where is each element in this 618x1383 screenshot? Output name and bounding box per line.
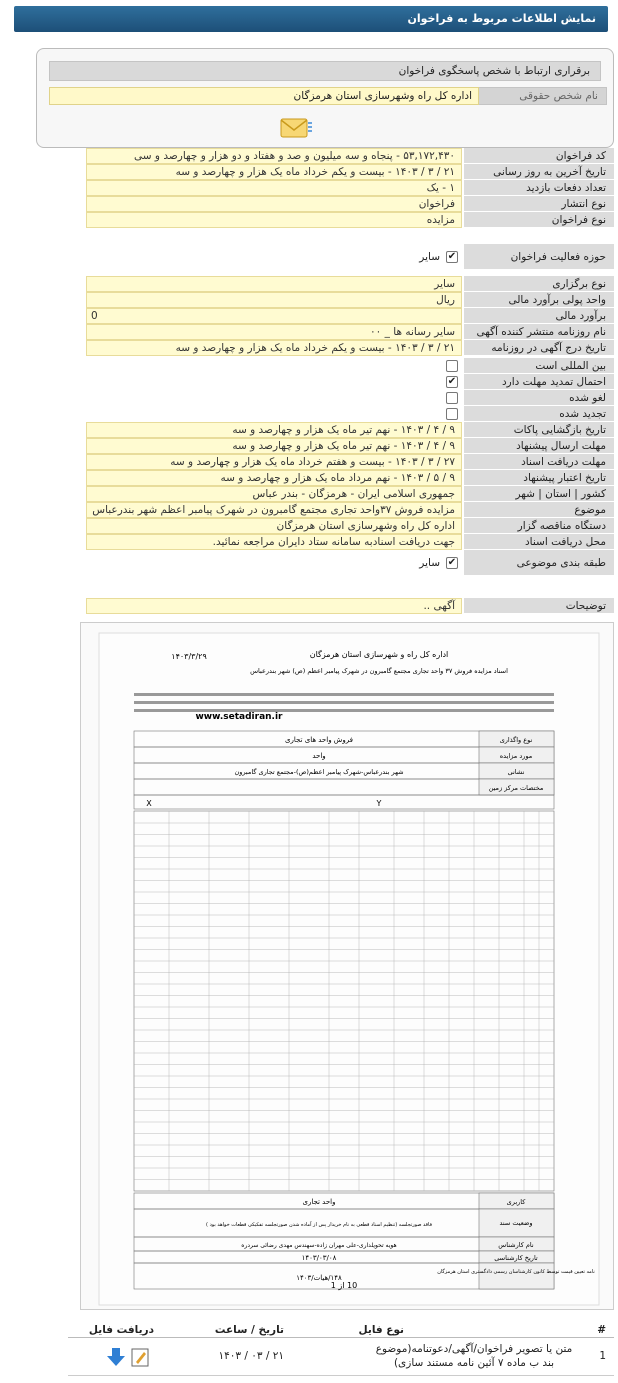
field-row xyxy=(86,374,614,390)
doc-page: 10 از 1 xyxy=(330,1281,358,1290)
edit-icon xyxy=(132,1349,148,1366)
doc-usage: واحد تجاری xyxy=(302,1198,336,1206)
field-row xyxy=(86,390,614,406)
field-label: واحد پولی برآورد مالی xyxy=(464,292,614,308)
file-row xyxy=(68,1340,614,1376)
doc-address: شهر بندرعباس-شهرک پیامبر اعظم(ص)-مجتمع تجاری گامبرون xyxy=(234,768,404,776)
field-row xyxy=(86,244,614,270)
doc-label: کاربری xyxy=(506,1198,526,1206)
field-label: تاریخ بازگشایی پاکات xyxy=(464,422,614,438)
tender-document-image xyxy=(80,622,614,1310)
field-row xyxy=(86,340,614,356)
field-label: کد فراخوان xyxy=(464,148,614,164)
doc-x: X xyxy=(146,799,152,808)
doc-org: اداره کل راه و شهرسازی استان هرمزگان xyxy=(309,650,449,659)
field-label: دستگاه مناقصه گزار xyxy=(464,518,614,534)
field-label: کشور | استان | شهر xyxy=(464,486,614,502)
field-row xyxy=(86,470,614,486)
doc-label: نام کارشناس xyxy=(498,1241,534,1249)
field-label: برآورد مالی xyxy=(464,308,614,324)
field-row xyxy=(86,550,614,576)
field-row xyxy=(86,598,614,614)
field-label: تاریخ اعتبار پیشنهاد xyxy=(464,470,614,486)
field-row xyxy=(86,406,614,422)
doc-ref: ۱۴۸/هیات/۱۴۰۳ xyxy=(296,1274,342,1282)
field-label: طبقه بندی موضوعی xyxy=(464,550,614,576)
field-row xyxy=(86,358,614,374)
field-value: ۹ / ۴ / ۱۴۰۳ - نهم تیر ماه یک هزار و چهارصد و سه xyxy=(86,422,462,438)
doc-label: وضعیت سند xyxy=(499,1219,533,1227)
field-value: مزایده xyxy=(86,212,462,228)
doc-sale-title: فروش واحد های تجاری xyxy=(285,736,353,744)
files-col-date: تاریخ / ساعت xyxy=(214,1324,284,1336)
field-label: نوع انتشار xyxy=(464,196,614,212)
field-label: تجدید شده xyxy=(464,406,614,422)
doc-label: مختصات مرکز زمین xyxy=(488,784,544,792)
field-value: ۹ / ۴ / ۱۴۰۳ - نهم تیر ماه یک هزار و چهارصد و سه xyxy=(86,438,462,454)
page-header: نمایش اطلاعات مربوط به فراخوان xyxy=(14,6,608,32)
field-value: مزایده فروش ۳۷واحد تجاری مجتمع گامبرون در شهرک پیامبر اعظم شهر بندرعباس xyxy=(86,502,462,518)
doc-label: نشانی xyxy=(507,768,525,776)
field-row xyxy=(86,212,614,228)
checkbox[interactable] xyxy=(446,360,458,372)
field-value: ۱ - یک xyxy=(86,180,462,196)
file-num: 1 xyxy=(599,1350,606,1362)
field-value: جمهوری اسلامی ایران - هرمزگان - بندر عباس xyxy=(86,486,462,502)
download-arrow-icon xyxy=(107,1348,125,1366)
field-label: تعداد دفعات بازدید xyxy=(464,180,614,196)
checkbox[interactable]: ✔ xyxy=(447,557,457,568)
file-date: ۲۱ / ۰۳ / ۱۴۰۳ xyxy=(218,1350,284,1362)
doc-date: ۱۴۰۳/۳/۲۹ xyxy=(171,652,207,661)
field-row xyxy=(86,534,614,550)
doc-label: تاریخ کارشناسی xyxy=(494,1254,538,1262)
checkbox-label: سایر xyxy=(419,251,440,263)
doc-status: فاقد صورتجلسه (تنظیم اسناد قطعی به نام خریدار پس از آماده شدن صورتجلسه تفکیکی قطعات خواهد بود ) xyxy=(206,1222,432,1228)
field-row xyxy=(86,454,614,470)
files-col-download: دریافت فایل xyxy=(88,1324,154,1336)
files-header xyxy=(68,1322,614,1338)
doc-label-cell xyxy=(479,1263,554,1289)
field-row xyxy=(86,164,614,180)
files-col-type: نوع فایل xyxy=(358,1324,404,1336)
doc-site: www.setadiran.ir xyxy=(195,712,283,722)
files-table xyxy=(68,1322,614,1378)
field-label: نام روزنامه منتشر کننده آگهی xyxy=(464,324,614,340)
doc-experts: هویه تحویلداری-علی مهران زاده-سهندس مهدی رضائی سردره xyxy=(241,1242,397,1249)
field-row xyxy=(86,324,614,340)
field-label: موضوع xyxy=(464,502,614,518)
field-row xyxy=(86,438,614,454)
files-col-num: # xyxy=(597,1324,606,1336)
field-label: تاریخ آخرین به روز رسانی xyxy=(464,164,614,180)
contact-label: نام شخص حقوقی xyxy=(477,87,607,105)
field-value: ۲۷ / ۳ / ۱۴۰۳ - بیست و هفتم خرداد ماه یک هزار و چهارصد و سه xyxy=(86,454,462,470)
download-button[interactable] xyxy=(106,1346,154,1371)
field-label: نوع فراخوان xyxy=(464,212,614,228)
field-value: 0 xyxy=(86,308,462,324)
field-value: ۹ / ۵ / ۱۴۰۳ - نهم مرداد ماه یک هزار و چهارصد و سه xyxy=(86,470,462,486)
field-value: جهت دریافت اسنادبه سامانه ستاد دایران مراجعه نمائید. xyxy=(86,534,462,550)
field-value: آگهی .. xyxy=(86,598,462,614)
doc-label: نامه تعیین قیمت توسط کانون کارشناسان رسمی دادگستری استان هرمزگان xyxy=(437,1269,595,1275)
checkbox[interactable] xyxy=(446,408,458,420)
field-row xyxy=(86,308,614,324)
checkbox[interactable]: ✔ xyxy=(447,251,457,262)
checkbox[interactable]: ✔ xyxy=(447,376,457,387)
field-label: بین المللی است xyxy=(464,358,614,374)
field-label: احتمال تمدید مهلت دارد xyxy=(464,374,614,390)
field-row xyxy=(86,196,614,212)
file-type: متن یا تصویر فراخوان/آگهی/دعوتنامه(موضوع بند ب ماده ۷ آئین نامه مستند سازی) xyxy=(375,1343,573,1369)
field-value: ۲۱ / ۳ / ۱۴۰۳ - بیست و یکم خرداد ماه یک هزار و چهارصد و سه xyxy=(86,340,462,356)
field-row xyxy=(86,276,614,292)
doc-subtitle: اسناد مزایده فروش ۳۷ واحد تجاری مجتمع گامبرون در شهرک پیامبر اعظم (ص) شهر بندرعباس xyxy=(250,667,508,675)
field-value: ریال xyxy=(86,292,462,308)
checkbox[interactable] xyxy=(446,392,458,404)
field-value: اداره کل راه وشهرسازی استان هرمزگان xyxy=(86,518,462,534)
field-value: سایر xyxy=(86,276,462,292)
field-row xyxy=(86,180,614,196)
doc-y: Y xyxy=(376,799,382,808)
checkbox-label: سایر xyxy=(419,557,440,569)
doc-unit: واحد xyxy=(312,752,326,760)
envelope-icon[interactable] xyxy=(279,115,313,139)
doc-label: نوع واگذاری xyxy=(499,736,533,744)
field-value: فراخوان xyxy=(86,196,462,212)
field-row xyxy=(86,486,614,502)
field-value: ۲۱ / ۳ / ۱۴۰۳ - بیست و یکم خرداد ماه یک هزار و چهارصد و سه xyxy=(86,164,462,180)
contact-value: اداره کل راه وشهرسازی استان هرمزگان xyxy=(49,87,479,105)
field-label: مهلت دریافت اسناد xyxy=(464,454,614,470)
doc-label: مورد مزایده xyxy=(499,752,533,760)
field-label: توضیحات xyxy=(464,598,614,614)
field-value: سایر رسانه ها _ ۰۰ xyxy=(86,324,462,340)
field-row xyxy=(86,502,614,518)
field-label: لغو شده xyxy=(464,390,614,406)
field-label: تاریخ درج آگهی در روزنامه xyxy=(464,340,614,356)
field-label: نوع برگزاری xyxy=(464,276,614,292)
field-label: محل دریافت اسناد xyxy=(464,534,614,550)
contact-title: برقراری ارتباط با شخص پاسخگوی فراخوان xyxy=(49,61,601,81)
doc-expert-date: ۱۴۰۳/۰۳/۰۸ xyxy=(301,1254,337,1262)
field-label: مهلت ارسال پیشنهاد xyxy=(464,438,614,454)
field-label: حوزه فعالیت فراخوان xyxy=(464,244,614,270)
field-row xyxy=(86,292,614,308)
field-value: ۵۳,۱۷۲,۴۳۰ - پنجاه و سه میلیون و صد و هفتاد و دو هزار و چهارصد و سی xyxy=(86,148,462,164)
contact-panel xyxy=(36,48,614,148)
field-row xyxy=(86,518,614,534)
field-row xyxy=(86,148,614,164)
field-row xyxy=(86,422,614,438)
